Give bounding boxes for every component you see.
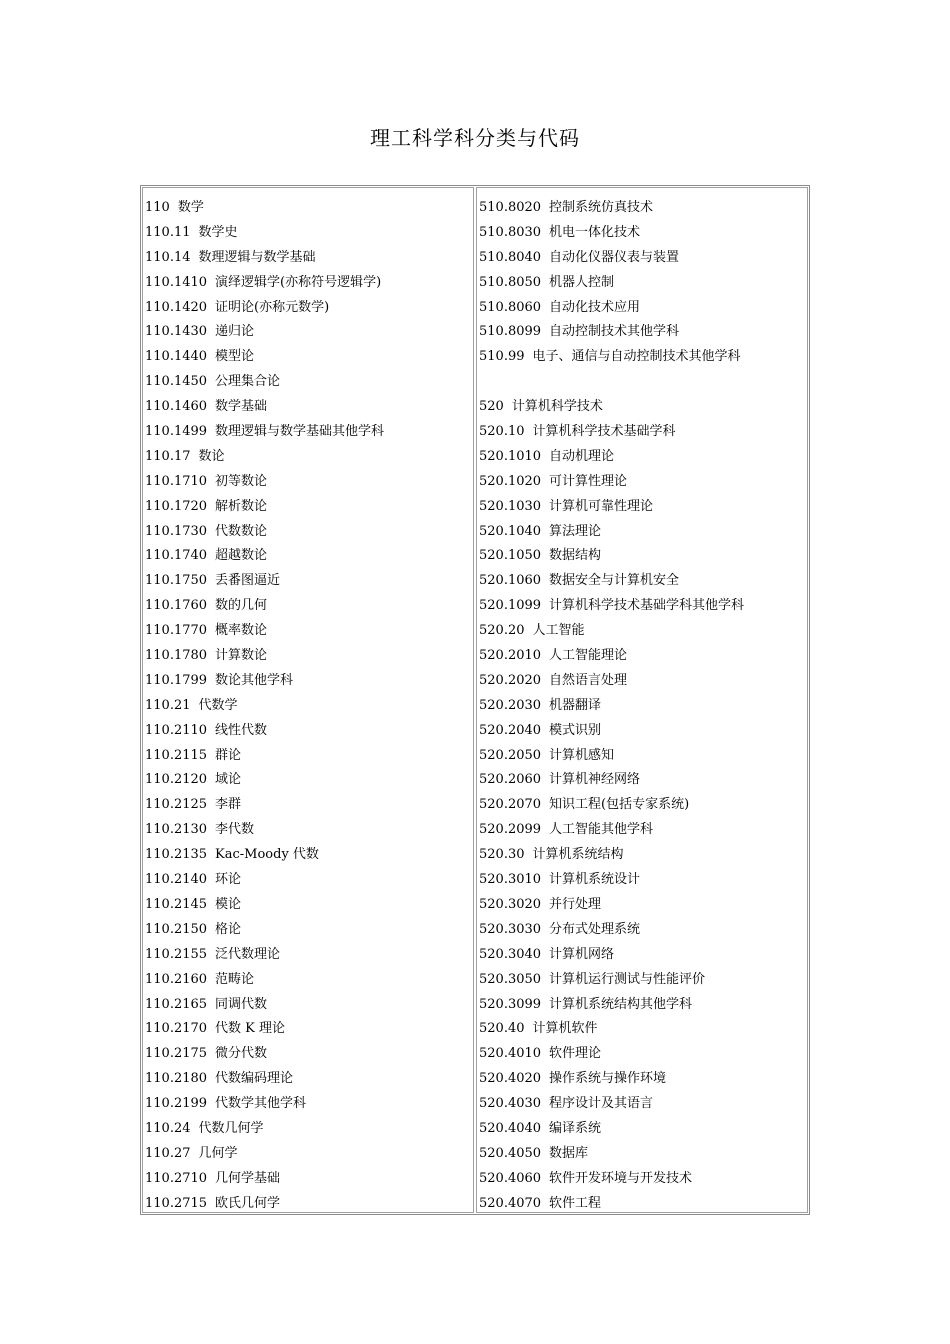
discipline-code: 520.2070	[479, 797, 542, 813]
discipline-name: 线性代数	[215, 722, 268, 738]
table-row	[477, 1017, 807, 1042]
discipline-code: 520.4030	[479, 1096, 542, 1112]
discipline-code: 510.8060	[479, 299, 542, 315]
table-row	[143, 1092, 473, 1117]
table-row	[143, 1167, 473, 1192]
discipline-name: 李群	[215, 797, 242, 813]
table-row	[477, 1192, 807, 1217]
table-row	[477, 271, 807, 296]
table-row	[143, 520, 473, 545]
discipline-name: 计算机网络	[549, 946, 615, 962]
table-row	[143, 644, 473, 669]
discipline-name: 计算机可靠性理论	[549, 498, 654, 514]
discipline-code: 110.2199	[145, 1096, 208, 1112]
table-row	[143, 569, 473, 594]
discipline-name: 数据安全与计算机安全	[549, 573, 680, 589]
table-row	[143, 196, 473, 221]
discipline-code: 510.99	[479, 349, 525, 365]
discipline-name: 自然语言处理	[549, 672, 628, 688]
discipline-name: 初等数论	[215, 473, 268, 489]
discipline-code: 520.2010	[479, 648, 542, 664]
discipline-name: 算法理论	[549, 523, 602, 539]
discipline-name: 计算机软件	[532, 1021, 598, 1037]
discipline-name: 程序设计及其语言	[549, 1096, 654, 1112]
discipline-code: 110.2130	[145, 822, 208, 838]
table-row	[477, 993, 807, 1018]
discipline-code: 520.4020	[479, 1071, 542, 1087]
discipline-name: 人工智能	[532, 623, 585, 639]
discipline-code: 110.11	[145, 224, 191, 240]
discipline-code: 520.2020	[479, 672, 542, 688]
table-row	[477, 221, 807, 246]
discipline-code: 520.10	[479, 424, 525, 440]
table-row	[477, 868, 807, 893]
discipline-code: 520.1030	[479, 498, 542, 514]
discipline-code: 110.1770	[145, 623, 208, 639]
discipline-name: 可计算性理论	[549, 473, 628, 489]
discipline-code: 110.2135	[145, 847, 208, 863]
discipline-name: 几何学	[198, 1145, 238, 1161]
table-row	[477, 445, 807, 470]
table-row	[477, 470, 807, 495]
discipline-code: 110.1440	[145, 349, 208, 365]
discipline-code: 520.3010	[479, 872, 542, 888]
discipline-name: 欧氏几何学	[215, 1195, 281, 1211]
discipline-name: 并行处理	[549, 896, 602, 912]
discipline-name: 数据库	[549, 1145, 589, 1161]
discipline-code: 110.2140	[145, 872, 208, 888]
discipline-code: 110.1799	[145, 672, 208, 688]
table-row	[477, 918, 807, 943]
table-row	[477, 345, 807, 370]
discipline-code: 110	[145, 200, 170, 215]
table-row	[143, 768, 473, 793]
table-row	[143, 918, 473, 943]
table-row	[477, 495, 807, 520]
discipline-code: 520.3040	[479, 946, 542, 962]
discipline-code: 520.3050	[479, 971, 542, 987]
discipline-code: 520.1050	[479, 548, 542, 564]
table-row	[143, 320, 473, 345]
discipline-code: 110.1780	[145, 648, 208, 664]
discipline-name: 计算机神经网络	[549, 772, 641, 788]
discipline-name: 电子、通信与自动控制技术其他学科	[532, 349, 741, 365]
table-row	[143, 395, 473, 420]
discipline-code: 110.1499	[145, 424, 208, 440]
table-row	[143, 818, 473, 843]
discipline-code: 520.3099	[479, 996, 542, 1012]
table-row	[477, 569, 807, 594]
discipline-code: 110.1410	[145, 274, 208, 290]
table-row	[143, 893, 473, 918]
discipline-code: 110.2150	[145, 921, 208, 937]
table-row	[143, 993, 473, 1018]
discipline-code: 110.1750	[145, 573, 208, 589]
discipline-code: 110.2710	[145, 1170, 208, 1186]
discipline-code: 520.2030	[479, 697, 542, 713]
discipline-code: 110.2160	[145, 971, 208, 987]
discipline-code: 520.4070	[479, 1195, 542, 1211]
table-row	[143, 370, 473, 395]
discipline-name: 证明论(亦称元数学)	[215, 299, 330, 315]
discipline-name: 同调代数	[215, 996, 268, 1012]
table-row	[477, 544, 807, 569]
discipline-code: 110.2120	[145, 772, 208, 788]
table-row	[143, 694, 473, 719]
discipline-name: 机电一体化技术	[549, 224, 641, 240]
discipline-name: 微分代数	[215, 1046, 268, 1062]
table-row	[477, 644, 807, 669]
discipline-name: 格论	[215, 921, 242, 937]
table-row	[477, 893, 807, 918]
discipline-name: 代数几何学	[198, 1120, 264, 1136]
table-row	[477, 420, 807, 445]
document-title: 理工科学科分类与代码	[370, 126, 580, 150]
discipline-name: 泛代数理论	[215, 946, 281, 962]
table-row	[477, 1142, 807, 1167]
table-row	[143, 445, 473, 470]
table-row	[477, 196, 807, 221]
discipline-name: 群论	[215, 747, 242, 763]
table-row	[143, 420, 473, 445]
discipline-name: 计算数论	[215, 648, 268, 664]
discipline-code: 520.3020	[479, 896, 542, 912]
table-row	[143, 669, 473, 694]
discipline-code: 520.1020	[479, 473, 542, 489]
discipline-name: 递归论	[215, 324, 255, 340]
table-row	[477, 843, 807, 868]
discipline-name: 软件工程	[549, 1195, 602, 1211]
discipline-code: 510.8040	[479, 249, 542, 265]
table-row	[477, 968, 807, 993]
table-row	[477, 370, 807, 395]
discipline-name: 模型论	[215, 349, 255, 365]
discipline-code: 110.1420	[145, 299, 208, 315]
discipline-name: 自动控制技术其他学科	[549, 324, 680, 340]
discipline-name: Kac-Moody 代数	[215, 847, 319, 863]
discipline-name: 自动化技术应用	[549, 299, 641, 315]
discipline-code: 520.1040	[479, 523, 542, 539]
discipline-name: 机器人控制	[549, 274, 615, 290]
discipline-code: 110.1430	[145, 324, 208, 340]
discipline-name: 代数数论	[215, 523, 268, 539]
discipline-code: 520.2060	[479, 772, 542, 788]
discipline-name: 超越数论	[215, 548, 268, 564]
discipline-name: 计算机运行测试与性能评价	[549, 971, 706, 987]
discipline-code: 520.4010	[479, 1046, 542, 1062]
discipline-name: 数据结构	[549, 548, 602, 564]
discipline-code: 110.2170	[145, 1021, 208, 1037]
table-row	[143, 868, 473, 893]
discipline-name: 计算机系统设计	[549, 872, 641, 888]
discipline-name: 数论其他学科	[215, 672, 294, 688]
discipline-name: 计算机科学技术基础学科其他学科	[549, 598, 745, 614]
table-row	[477, 768, 807, 793]
discipline-name: 数理逻辑与数学基础其他学科	[215, 424, 385, 440]
discipline-name: 控制系统仿真技术	[549, 200, 654, 215]
discipline-code: 510.8030	[479, 224, 542, 240]
discipline-name: 域论	[215, 772, 242, 788]
table-row	[143, 719, 473, 744]
discipline-code: 110.1450	[145, 374, 208, 390]
discipline-name: 数学史	[198, 224, 238, 240]
discipline-code: 110.21	[145, 697, 191, 713]
discipline-name: 数理逻辑与数学基础	[198, 249, 316, 265]
table-row	[143, 470, 473, 495]
discipline-code: 520.40	[479, 1021, 525, 1037]
table-row	[477, 694, 807, 719]
discipline-name: 分布式处理系统	[549, 921, 641, 937]
discipline-code-table	[140, 185, 810, 1215]
table-row	[143, 246, 473, 271]
discipline-code: 110.1760	[145, 598, 208, 614]
table-row	[477, 1042, 807, 1067]
discipline-name: 机器翻译	[549, 697, 602, 713]
discipline-code: 110.2145	[145, 896, 208, 912]
discipline-code: 520.20	[479, 623, 525, 639]
discipline-code: 110.27	[145, 1145, 191, 1161]
discipline-name: 软件理论	[549, 1046, 602, 1062]
table-row	[143, 345, 473, 370]
discipline-code: 520.4060	[479, 1170, 542, 1186]
right-column	[476, 187, 808, 1213]
discipline-name: 范畴论	[215, 971, 255, 987]
table-row	[477, 1117, 807, 1142]
discipline-name: 数论	[198, 448, 225, 464]
discipline-name: 计算机系统结构	[532, 847, 624, 863]
table-row	[143, 1192, 473, 1217]
table-row	[143, 221, 473, 246]
discipline-code: 520.1099	[479, 598, 542, 614]
discipline-code: 110.2180	[145, 1071, 208, 1087]
discipline-name: 丢番图逼近	[215, 573, 281, 589]
table-row	[143, 1117, 473, 1142]
discipline-name: 计算机科学技术基础学科	[532, 424, 676, 440]
discipline-code: 110.1460	[145, 399, 208, 415]
discipline-name: 计算机科学技术	[511, 399, 603, 415]
table-row	[477, 1167, 807, 1192]
discipline-code: 110.2155	[145, 946, 208, 962]
table-row	[143, 619, 473, 644]
discipline-name: 环论	[215, 872, 242, 888]
table-row	[477, 395, 807, 420]
table-row	[477, 594, 807, 619]
discipline-name: 计算机感知	[549, 747, 615, 763]
discipline-code: 520.30	[479, 847, 525, 863]
discipline-name: 编译系统	[549, 1120, 602, 1136]
discipline-name: 数的几何	[215, 598, 268, 614]
discipline-name: 知识工程(包括专家系统)	[549, 797, 690, 813]
discipline-name: 几何学基础	[215, 1170, 281, 1186]
discipline-code: 520.2099	[479, 822, 542, 838]
table-row	[477, 793, 807, 818]
discipline-name: 人工智能理论	[549, 648, 628, 664]
discipline-code: 520.3030	[479, 921, 542, 937]
discipline-name: 操作系统与操作环境	[549, 1071, 667, 1087]
discipline-code: 520.4050	[479, 1145, 542, 1161]
discipline-code: 110.1720	[145, 498, 208, 514]
discipline-code: 110.2110	[145, 722, 208, 738]
discipline-name: 代数学其他学科	[215, 1096, 307, 1112]
table-row	[477, 719, 807, 744]
discipline-name: 模论	[215, 896, 242, 912]
discipline-code: 110.14	[145, 249, 191, 265]
discipline-code: 110.1730	[145, 523, 208, 539]
table-row	[143, 1042, 473, 1067]
discipline-code: 110.17	[145, 448, 191, 464]
discipline-code: 110.2165	[145, 996, 208, 1012]
table-row	[477, 296, 807, 321]
table-row	[477, 246, 807, 271]
discipline-code: 510.8099	[479, 324, 542, 340]
discipline-code: 510.8050	[479, 274, 542, 290]
table-row	[477, 1067, 807, 1092]
table-row	[477, 943, 807, 968]
table-row	[143, 271, 473, 296]
table-row	[143, 943, 473, 968]
table-row	[143, 594, 473, 619]
discipline-code: 520.2040	[479, 722, 542, 738]
discipline-code: 110.1710	[145, 473, 208, 489]
discipline-name: 软件开发环境与开发技术	[549, 1170, 693, 1186]
discipline-code: 110.2115	[145, 747, 208, 763]
table-row	[143, 544, 473, 569]
discipline-code: 110.2175	[145, 1046, 208, 1062]
discipline-code: 520.4040	[479, 1120, 542, 1136]
discipline-code: 110.24	[145, 1120, 191, 1136]
discipline-name: 演绎逻辑学(亦称符号逻辑学)	[215, 274, 382, 290]
table-row	[143, 1067, 473, 1092]
discipline-code: 510.8020	[479, 200, 542, 215]
discipline-name: 模式识别	[549, 722, 602, 738]
discipline-name: 数学基础	[215, 399, 268, 415]
discipline-name: 数学	[177, 200, 204, 215]
table-row	[143, 1017, 473, 1042]
discipline-name: 代数 K 理论	[215, 1021, 286, 1037]
discipline-name: 李代数	[215, 822, 255, 838]
discipline-name: 概率数论	[215, 623, 268, 639]
discipline-name: 自动机理论	[549, 448, 615, 464]
discipline-name: 计算机系统结构其他学科	[549, 996, 693, 1012]
discipline-code: 520.1060	[479, 573, 542, 589]
discipline-name: 代数编码理论	[215, 1071, 294, 1087]
discipline-code: 520	[479, 399, 504, 415]
table-row	[477, 669, 807, 694]
discipline-name: 人工智能其他学科	[549, 822, 654, 838]
table-row	[143, 1142, 473, 1167]
discipline-name: 公理集合论	[215, 374, 281, 390]
table-row	[143, 968, 473, 993]
left-column	[142, 187, 474, 1213]
table-row	[143, 744, 473, 769]
discipline-code: 520.1010	[479, 448, 542, 464]
table-row	[143, 296, 473, 321]
table-row	[477, 520, 807, 545]
table-row	[477, 818, 807, 843]
discipline-code: 110.2125	[145, 797, 208, 813]
table-row	[477, 619, 807, 644]
table-row	[143, 793, 473, 818]
table-row	[143, 495, 473, 520]
table-row	[477, 744, 807, 769]
discipline-code: 110.2715	[145, 1195, 208, 1211]
discipline-code: 110.1740	[145, 548, 208, 564]
table-row	[143, 843, 473, 868]
table-row	[477, 1092, 807, 1117]
discipline-name: 解析数论	[215, 498, 268, 514]
discipline-name: 代数学	[198, 697, 238, 713]
discipline-name: 自动化仪器仪表与装置	[549, 249, 680, 265]
discipline-code: 520.2050	[479, 747, 542, 763]
table-row	[477, 320, 807, 345]
